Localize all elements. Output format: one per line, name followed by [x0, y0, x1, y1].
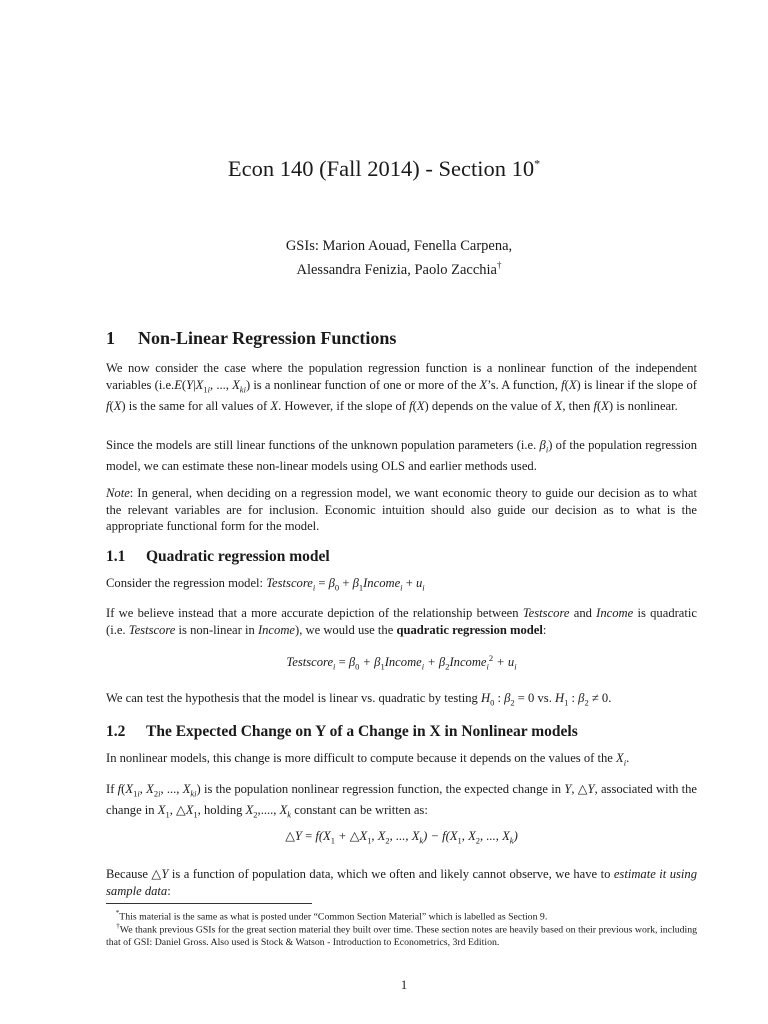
quadratic-model-equation: Testscore$_i$ = $\beta_0$ + $\beta_1Income_i$ + $\beta_2Income_i^2 + u_i$ — [286, 653, 517, 672]
section-1-1-paragraph-2: If we believe instead that a more accurate depiction of the relationship between Testscore and Income is quadratic (i.e. Testscore is non-linear in Income), we would use the quadratic regression model: — [106, 606, 697, 637]
section-1-1-paragraph-3: We can test the hypothesis that the model is linear vs. quadratic by testing $H_0$ : $\beta_2 = 0$ vs. $H_1$ : $\beta_2 \ne 0$. — [106, 691, 612, 708]
section-1-2-heading: 1.2 The Expected Change on Y of a Change in X in Nonlinear models — [106, 723, 578, 740]
section-1-2-paragraph-2: If $f(X_{1i}$, $X_{2i}$, ..., $X_{ki}$) is the population nonlinear regression function, the expected change in Y, △Y, associated with the change in $X_1$, $\triangle X_1$, holding $X_2$,...., $X_k$ constant can be written as: — [106, 782, 698, 820]
authors-line-1: GSIs: Marion Aouad, Fenella Carpena, — [285, 238, 513, 254]
section-1-paragraph-2: Since the models are still linear functions of the unknown population parameters (i.e. $\beta_i$) of the population regression model, we can estimate these non-linear models using OLS and earlier methods used. — [106, 438, 697, 474]
authors-footnote-mark: † — [497, 260, 502, 270]
paper-title: Econ 140 (Fall 2014) - Section 10* — [227, 156, 541, 181]
section-number: 1 — [106, 328, 115, 348]
section-1-1-heading: 1.1 Quadratic regression model — [106, 548, 330, 565]
footnote-2: †We thank previous GSIs for the great section material they built over time. These section notes are heavily based on their previous work, including that of GSI: Daniel Gross. Also used is Stock & Watson - Introduction to Econometrics, 3rd Edition. — [106, 922, 698, 948]
expected-change-equation: △Y = $f(X_1$ + $\triangle X_1$, $X_2$, ..., $X_k) - f(X_1$, $X_2$, ..., $X_k$) — [285, 829, 518, 846]
section-1-2-paragraph-3: Because △Y is a function of population data, which we often and likely cannot observe, we have to estimate it using sample data: — [106, 867, 697, 898]
section-1-1-paragraph-1: Consider the regression model: Testscore$_i$ = $\beta_0$ + $\beta_1Income_i + u_i$ — [106, 576, 425, 593]
section-1-2-paragraph-1: In nonlinear models, this change is more difficult to compute because it depends on the values of the $X_i$. — [106, 751, 630, 768]
note-paragraph: Note: In general, when deciding on a regression model, we want economic theory to guide our decision as to what the relevant variables are for inclusion. Economic intuition should also guide our decision as to what is the appropriate functional form for the model. — [106, 486, 697, 533]
authors-block — [0, 237, 768, 280]
page-number: 1 — [400, 978, 408, 992]
footnote-rule — [106, 903, 312, 904]
title-footnote-mark: * — [534, 156, 541, 171]
footnote-1: *This material is the same as what is posted under “Common Section Material” which is labelled as Section 9. — [115, 909, 548, 923]
note-label: Note — [106, 486, 130, 500]
authors-line-2: Alessandra Fenizia, Paolo Zacchia† — [296, 260, 502, 278]
section-1-heading — [106, 328, 396, 349]
section-title: Non-Linear Regression Functions — [138, 328, 397, 348]
section-1-paragraph-1: We now consider the case where the population regression function is a nonlinear function of the independent variables ($i.e.E(Y|X_{1i}$, ..., $X_{ki}$) is a nonlinear function of one or more of the X’s. A function, f(X) is linear if the slope of f(X) is the same for all values of X. However, if the slope of f(X) depends on the value of X, then f(X) is nonlinear. — [106, 361, 697, 413]
